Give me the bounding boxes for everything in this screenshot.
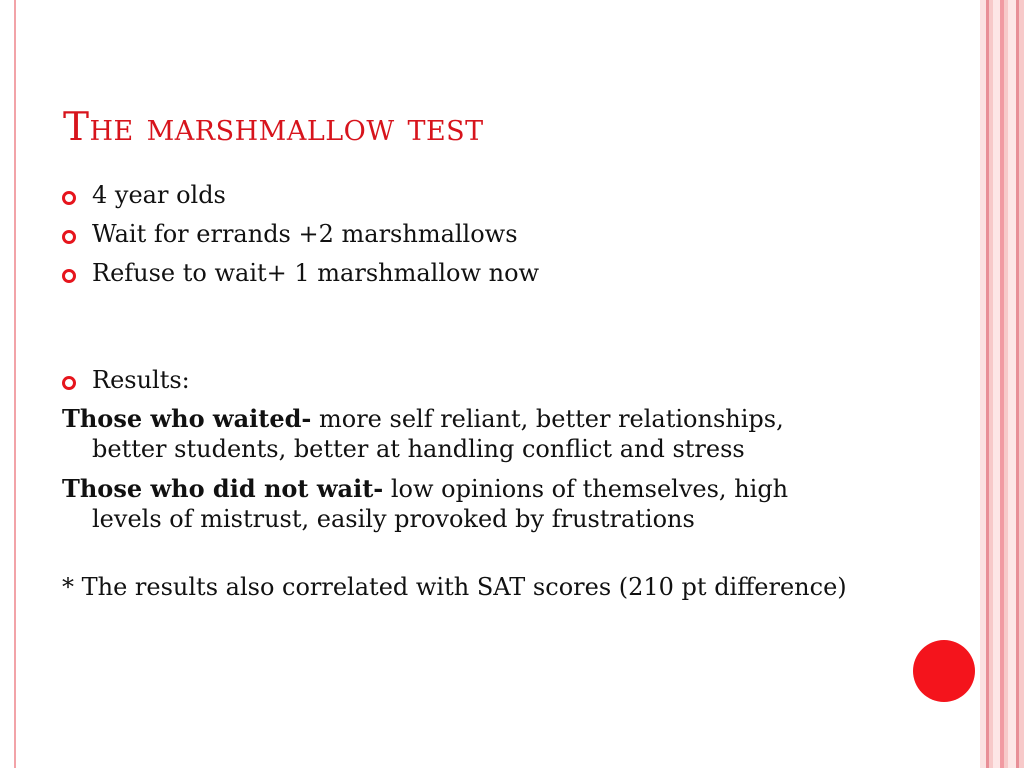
spacer <box>62 297 862 365</box>
stripe <box>1008 0 1016 768</box>
right-stripe-border <box>980 0 1024 768</box>
bullet-text: Refuse to wait+ 1 marshmallow now <box>92 259 540 287</box>
waited-paragraph <box>62 404 862 464</box>
stripe <box>993 0 1000 768</box>
waited-text: more self reliant, better relationships, better students, better at handling conflict and stress <box>92 405 784 463</box>
not-waited-lead: Those who did not wait- <box>62 474 384 503</box>
stripe <box>986 0 989 768</box>
bullet-item <box>62 258 862 288</box>
bullet-item <box>62 219 862 249</box>
bullet-item <box>62 365 862 395</box>
left-border-line <box>14 0 16 768</box>
stripe <box>1000 0 1004 768</box>
bullet-item <box>62 180 862 210</box>
not-waited-text: low opinions of themselves, high levels of mistrust, easily provoked by frustrations <box>92 475 789 533</box>
bullet-circle-icon <box>62 269 76 283</box>
bullet-circle-icon <box>62 376 76 390</box>
slide-content <box>62 180 862 612</box>
decorative-red-circle <box>913 640 975 702</box>
bullet-circle-icon <box>62 230 76 244</box>
bullet-circle-icon <box>62 191 76 205</box>
results-label: Results: <box>92 366 190 394</box>
stripe <box>1016 0 1019 768</box>
waited-lead: Those who waited- <box>62 404 312 433</box>
slide-title: The marshmallow test <box>63 105 484 150</box>
not-waited-paragraph <box>62 474 862 534</box>
bullet-text: Wait for errands +2 marshmallows <box>92 220 518 248</box>
bullet-text: 4 year olds <box>92 181 226 209</box>
sat-note: * The results also correlated with SAT scores (210 pt difference) <box>62 573 847 601</box>
